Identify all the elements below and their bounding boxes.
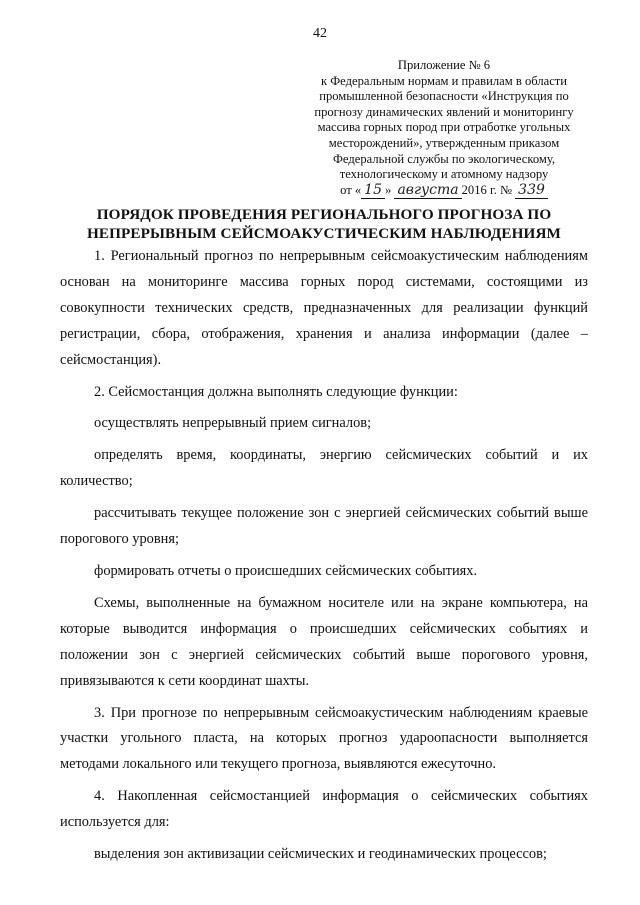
title-line-2: НЕПРЕРЫВНЫМ СЕЙСМОАКУСТИЧЕСКИМ НАБЛЮДЕНИЯМ [87, 224, 561, 242]
list-item: определять время, координаты, энергию сейсмических событий и их количество; [60, 447, 588, 490]
document-body [60, 244, 588, 868]
appendix-header [300, 58, 588, 198]
paragraph-3: 3. При прогнозе по непрерывным сейсмоакустическим наблюдениям краевые участки угольного пласта, на которых прогноз удароопасности выполняется методами локального или текущего прогноза, выявляются ежесуточно. [60, 704, 588, 773]
paragraph-1: 1. Региональный прогноз по непрерывным сейсмоакустическим наблюдениям основан на мониторинге массива горных пород системами, состоящими из совокупности технических средств, предназначенных для реализации функций регистрации, сбора, отображения, хранения и анализа информации (далее – сейсмостанция). [60, 248, 588, 368]
order-date-line [300, 183, 588, 199]
date-mid: » [385, 182, 392, 197]
date-prefix: от « [340, 182, 362, 197]
handwritten-day: 15 [361, 182, 385, 199]
appendix-line: месторождений», утвержденным приказом [328, 135, 560, 150]
appendix-line: массива горных пород при отработке угольных [317, 120, 571, 135]
document-title [60, 206, 588, 243]
handwritten-month: августа [394, 182, 461, 199]
year-text: 2016 г. № [461, 182, 513, 197]
list-item: выделения зон активизации сейсмических и геодинамических процессов; [94, 846, 547, 863]
appendix-line: Приложение № 6 [397, 58, 491, 72]
appendix-line: Федеральной службы по экологическому, [332, 151, 556, 166]
appendix-line: промышленной безопасности «Инструкция по [319, 89, 569, 104]
list-item: рассчитывать текущее положение зон с энергией сейсмических событий выше порогового уровня; [60, 505, 588, 548]
appendix-line: прогнозу динамических явлений и мониторингу [314, 104, 574, 119]
paragraph-schemes: Схемы, выполненные на бумажном носителе или на экране компьютера, на которые выводится информация о происшедших сейсмических событиях и положении зон с энергией сейсмических событий выше порогового уровня, привязываются к сети координат шахты. [60, 594, 588, 689]
appendix-line: технологическому и атомному надзору [339, 167, 549, 182]
list-item: формировать отчеты о происшедших сейсмических событиях. [94, 562, 478, 579]
handwritten-order-number: 339 [515, 182, 548, 199]
paragraph-2: 2. Сейсмостанция должна выполнять следующие функции: [94, 383, 458, 400]
paragraph-4: 4. Накопленная сейсмостанцией информация о сейсмических событиях используется для: [60, 788, 588, 831]
page-number: 42 [313, 26, 327, 41]
appendix-line: к Федеральным нормам и правилам в области [320, 73, 568, 88]
list-item: осуществлять непрерывный прием сигналов; [94, 415, 372, 432]
title-line-1: ПОРЯДОК ПРОВЕДЕНИЯ РЕГИОНАЛЬНОГО ПРОГНОЗА ПО [96, 206, 552, 223]
